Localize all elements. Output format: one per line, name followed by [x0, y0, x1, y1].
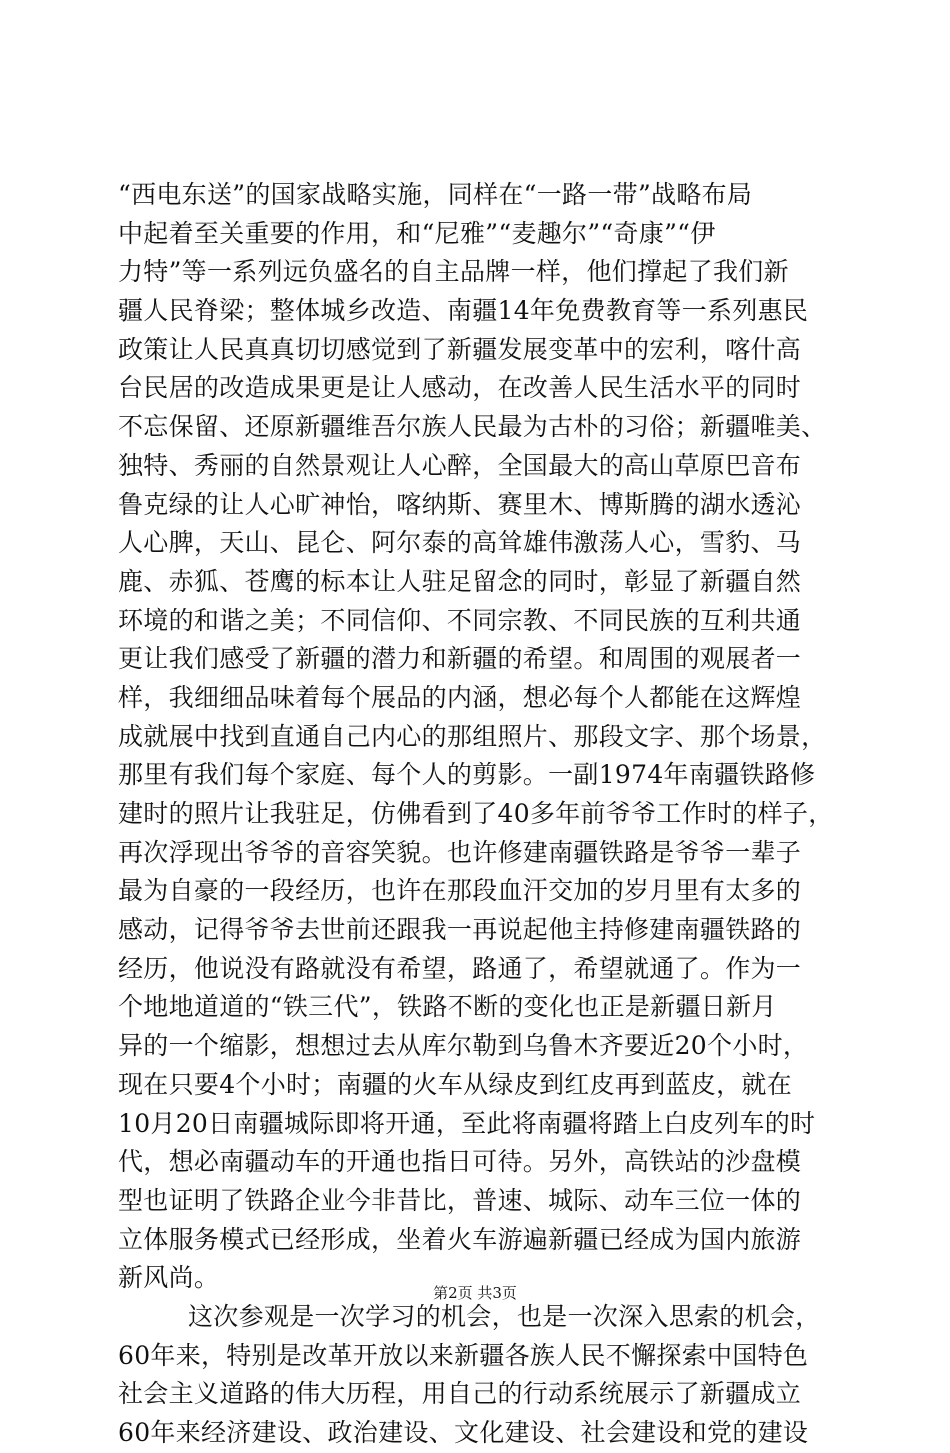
- text-line: 更让我们感受了新疆的潜力和新疆的希望。和周围的观展者一: [118, 644, 802, 674]
- text-line: 疆人民脊梁；整体城乡改造、南疆14年免费教育等一系列惠民: [118, 296, 809, 326]
- text-line: 10月20日南疆城际即将开通，至此将南疆将踏上白皮列车的时: [118, 1108, 816, 1138]
- text-line: 成就展中找到直通自己内心的那组照片、那段文字、那个场景，: [118, 721, 827, 751]
- text-line: 样，我细细品味着每个展品的内涵，想必每个人都能在这辉煌: [118, 682, 802, 712]
- text-line: 不忘保留、还原新疆维吾尔族人民最为古朴的习俗；新疆唯美、: [118, 412, 827, 442]
- text-line: 鲁克绿的让人心旷神怡，喀纳斯、赛里木、博斯腾的湖水透沁: [118, 489, 802, 519]
- text-line: 政策让人民真真切切感觉到了新疆发展变革中的宏利，喀什高: [118, 334, 802, 364]
- body-text: [118, 176, 838, 1453]
- text-line: 60年来，特别是改革开放以来新疆各族人民不懈探索中国特色: [118, 1340, 809, 1370]
- text-line: 新风尚。: [118, 1263, 220, 1293]
- text-line: 代，想必南疆动车的开通也指日可待。另外，高铁站的沙盘模: [118, 1147, 802, 1177]
- text-line: 建时的照片让我驻足，仿佛看到了40多年前爷爷工作时的样子，: [118, 799, 834, 828]
- text-line: 力特”等一系列远负盛名的自主品牌一样，他们撑起了我们新: [118, 257, 789, 287]
- text-line: 立体服务模式已经形成，坐着火车游遍新疆已经成为国内旅游: [118, 1224, 802, 1254]
- text-line: 60年来经济建设、政治建设、文化建设、社会建设和党的建设: [118, 1418, 809, 1447]
- text-line: 最为自豪的一段经历，也许在那段血汗交加的岁月里有太多的: [118, 876, 802, 906]
- text-line: 环境的和谐之美；不同信仰、不同宗教、不同民族的互利共通: [118, 605, 802, 635]
- text-line: 感动，记得爷爷去世前还跟我一再说起他主持修建南疆铁路的: [118, 915, 802, 945]
- text-line: 中起着至关重要的作用，和“尼雅”“麦趣尔”“奇康”“伊: [118, 218, 716, 248]
- text-line: 再次浮现出爷爷的音容笑貌。也许修建南疆铁路是爷爷一辈子: [118, 837, 802, 867]
- text-line: 台民居的改造成果更是让人感动，在改善人民生活水平的同时: [118, 373, 802, 403]
- text-line: 现在只要4个小时；南疆的火车从绿皮到红皮再到蓝皮，就在: [118, 1069, 793, 1099]
- text-line: 独特、秀丽的自然景观让人心醉，全国最大的高山草原巴音布: [118, 450, 802, 480]
- text-line: 个地地道道的“铁三代”，铁路不断的变化也正是新疆日新月: [118, 992, 777, 1022]
- text-line: 人心脾，天山、昆仑、阿尔泰的高耸雄伟激荡人心，雪豹、马: [118, 528, 802, 558]
- paragraph-start-line: 这次参观是一次学习的机会，也是一次深入思索的机会，: [188, 1301, 821, 1331]
- text-line: “西电东送”的国家战略实施，同样在“一路一带”战略布局: [118, 180, 753, 209]
- page-footer: 第2页 共3页: [433, 1284, 517, 1302]
- text-line: 鹿、赤狐、苍鹰的标本让人驻足留念的同时，彰显了新疆自然: [118, 566, 802, 596]
- text-line: 型也证明了铁路企业今非昔比，普速、城际、动车三位一体的: [118, 1185, 802, 1215]
- text-line: 社会主义道路的伟大历程，用自己的行动系统展示了新疆成立: [118, 1379, 802, 1409]
- text-line: 那里有我们每个家庭、每个人的剪影。一副1974年南疆铁路修: [118, 760, 816, 790]
- text-line: 异的一个缩影，想想过去从库尔勒到乌鲁木齐要近20个小时，: [118, 1031, 809, 1061]
- text-line: 经历，他说没有路就没有希望，路通了，希望就通了。作为一: [118, 953, 802, 983]
